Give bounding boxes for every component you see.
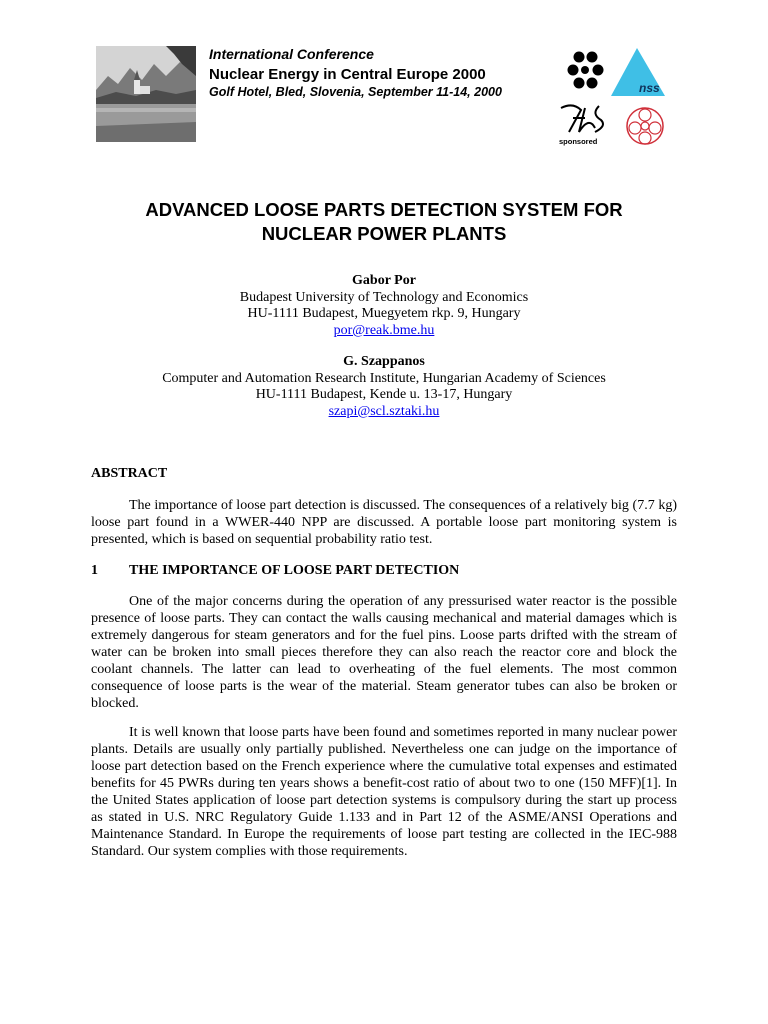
author-block-1 [60, 273, 708, 339]
paper-title [60, 198, 708, 246]
author-address: HU-1111 Budapest, Muegyetem rkp. 9, Hungary [247, 306, 521, 322]
section-title: THE IMPORTANCE OF LOOSE PART DETECTION [129, 563, 460, 578]
section-number: 1 [91, 563, 98, 578]
nss-triangle-logo-icon [611, 48, 665, 96]
author-name: G. Szappanos [343, 354, 425, 369]
body-paragraph-2: It is well known that loose parts have been found and sometimes reported in many nuclear power plants. Details are usually only partially published. Nevertheless one can judge on the importance of loose part detection based on the French experience where the cumulative total expenses and estimated benefits for 45 PWRs during ten years shows a benefit-cost ratio of about two to one (150 MFF)[1]. In the United States application of loose part detection systems is compulsory during the start up process as stated in U.S. NRC Regulatory Guide 1.133 and in Part 12 of the ASME/ANSI Operations and Maintenance Standard. In Europe the requirements of loose part testing are collected in the IEC-988 Standard. Our system complies with those requirements. [91, 725, 677, 859]
title-line-1: ADVANCED LOOSE PARTS DETECTION SYSTEM FOR [145, 199, 623, 220]
conference-photo [96, 46, 196, 142]
lake-bled-image [96, 46, 196, 142]
author-affiliation: Computer and Automation Research Institute, Hungarian Academy of Sciences [162, 370, 606, 386]
author-block-2 [60, 354, 708, 420]
conference-name: Nuclear Energy in Central Europe 2000 [209, 66, 486, 83]
conference-label: International Conference [209, 46, 374, 62]
sponsored-label: sponsored [559, 137, 598, 146]
sponsor-logos [555, 44, 671, 148]
author-address: HU-1111 Budapest, Kende u. 13-17, Hungary [255, 387, 513, 403]
conference-venue: Golf Hotel, Bled, Slovenia, September 11-14, 2000 [209, 85, 502, 99]
dots-logo-icon [568, 52, 604, 89]
ens-signature-logo-icon [559, 105, 603, 146]
abstract-heading: ABSTRACT [91, 466, 168, 481]
body-paragraph-1: One of the major concerns during the operation of any pressurised water reactor is the possible presence of loose parts. They can contact the walls causing mechanical and material damages which is extremely dangerous for steam generators and for the fuel pins. Loose parts drifted with the stream of water can be broken into small pieces therefore they can also reach the reactor core and block the coolant channels. The latter can lead to overheating of the fuel elements. The most common consequence of loose parts is the wear of the material. Steam generator tubes can also be broken or blocked. [91, 594, 677, 711]
abstract-text: The importance of loose part detection is discussed. The consequences of a relatively big (7.7 kg) loose part found in a WWER-440 NPP are discussed. A portable loose part monitoring system is presented, which is based on sequential probability ratio test. [91, 498, 677, 547]
emblem-logo-icon [627, 108, 663, 144]
section-heading [91, 563, 459, 579]
author-affiliation: Budapest University of Technology and Economics [239, 289, 529, 305]
title-line-2: NUCLEAR POWER PLANTS [261, 223, 507, 244]
author-email-link[interactable]: szapi@scl.sztaki.hu [328, 403, 440, 419]
nss-logo-text: nss [639, 81, 660, 95]
author-name: Gabor Por [352, 273, 416, 288]
author-email-link[interactable]: por@reak.bme.hu [333, 322, 435, 338]
